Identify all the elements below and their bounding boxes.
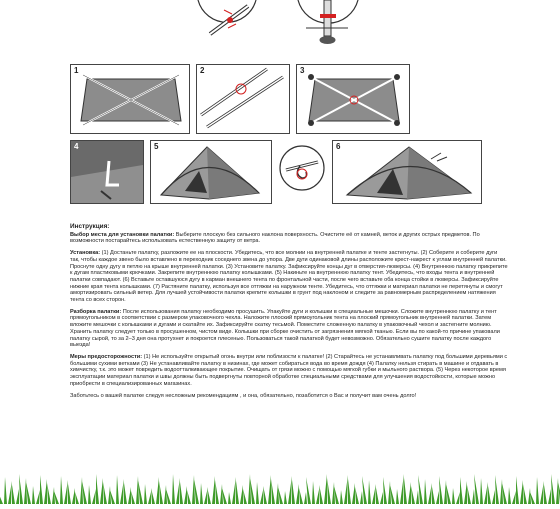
section-site-text: Выберите плоскую без сильного наклона поверхность. Очистите её от камней, веток и других острых предметов. По возможности постарайтесь использовать естественную защиту от ветра.: [70, 231, 480, 245]
section-site-label: Выбор места для установки палатки:: [70, 231, 175, 238]
figure-step-5: [150, 140, 272, 204]
section-setup-label: Установка:: [70, 250, 101, 257]
section-precautions: [70, 354, 508, 388]
figure-step-6: [332, 140, 482, 204]
figure-step-1: [70, 64, 190, 134]
panel-number: 5: [154, 142, 159, 151]
figure-step-4: [70, 140, 144, 204]
figure-step-3: [296, 64, 410, 134]
detail-pole-grommet: [296, 0, 360, 58]
panel-number: 1: [74, 66, 79, 75]
section-disassembly-text: После использования палатку необходимо просушить. Упакуйте дуги и колышки в специальные мешочки. Сложите внутреннюю палатку и тент прямоугольником в соответствии с размером упаковочного чехла. Наложите плоский прямоугольник тента на плоский прямоугольник внутренней палатки. Затем вложите мешочки с колышками и дугами и скатайте их. Зафиксируйте скатку тесьмой. Поместите сложенную палатку в упаковочный чехол и застегните молнию. Хранить палатку следует только в просушенном, чистом виде. Колышки при сборке очистить от загрязнения мягкой тканью. Если вы по какой-то причине упаковали палатку сырой, то за 2–3 дня она протухнет и покроется плесенью. Пользоваться такой палаткой будет невозможно. Обязательно сушите палатку после каждого выезда!: [70, 308, 500, 349]
instructions-block: [70, 224, 508, 400]
section-setup: [70, 250, 508, 304]
section-precautions-label: Меры предосторожности:: [70, 353, 143, 360]
section-disassembly: [70, 309, 508, 349]
section-setup-text: (1) Достаньте палатку, разложите ее на плоскости. Убедитесь, что все молнии на внутренней палатке и тенте застегнуты. (2) Соберите и соберите дуги так, чтобы каждое звено было вставлено в переходник соседнего звена до упора. Две дуги одинаковой длины расположите крест-накрест к углам внутренней палатки. Проснуте одну дугу в петлю на крыше внутренней палатки. (3) Установите палатку. Зафиксируйте концы дуг в отверстия-люверсы. (4) Внутреннюю палатку прикрепите к дугам пластиковыми крючками. Закрепите внутреннюю палатку колышками. (5) Накиньте на внутреннюю палатку тент. Убедитесь, что входы тента и внутренней палатки совпадают. (6) Вставьте оставшуюся дугу в карман внешнего тента по фронтальной части, после чего вставьте оба конца стойки в люверсы. Зафиксируйте нижние края тента колышками. (7) Растяните палатку, используя все оттяжки на наружном тенте. Убедитесь, что оттяжки и материал палатки не перетянуты и смогут амортизировать сильный ветер. Для лучшей устойчивости палатки крепите колышки в грунт под наклоном и следите за равномерным распределением натяжения тента со всех сторон.: [70, 250, 508, 304]
section-precautions-text: (1) Не используйте открытый огонь внутри или поблизости к палатке! (2) Старайтесь не устанавливать палатку под большими деревьями с большими сухими ветками (3) Не устанавливайте палатку в низинах, где может собираться вода во время дождя (4) Палатку нельзя стирать в машине и отдавать в химчистку, т.к. это может повредить водоотталкивающее покрытие. Очищать от грязи можно с помощью мягкой губки и мыльного раствора. (5) Через некоторое время эксплуатации материал палатки и швы должны быть подвергнуты повторной обработке специальными средствами для улучшения водостойкости, которые можно приобрести в специализированных магазинах.: [70, 353, 508, 387]
panel-number: 2: [200, 66, 205, 75]
figure-step-2: [196, 64, 290, 134]
section-site: [70, 232, 508, 245]
detail-pole-connector: [196, 0, 258, 56]
panel-number: 3: [300, 66, 305, 75]
instructions-title: Инструкция:: [70, 223, 110, 230]
grass-decoration: [0, 472, 560, 504]
panel-number: 6: [336, 142, 341, 151]
grass-blades: [0, 474, 560, 504]
panel-number: 4: [74, 142, 79, 151]
detail-hook: [278, 144, 326, 192]
footer-note: Заботьтесь о вашей палатке следуя несложным рекомендациям , и она, обязательно, позаботится о Вас и получит вам очень долго!: [70, 393, 417, 400]
section-disassembly-label: Разборка палатки:: [70, 308, 122, 315]
